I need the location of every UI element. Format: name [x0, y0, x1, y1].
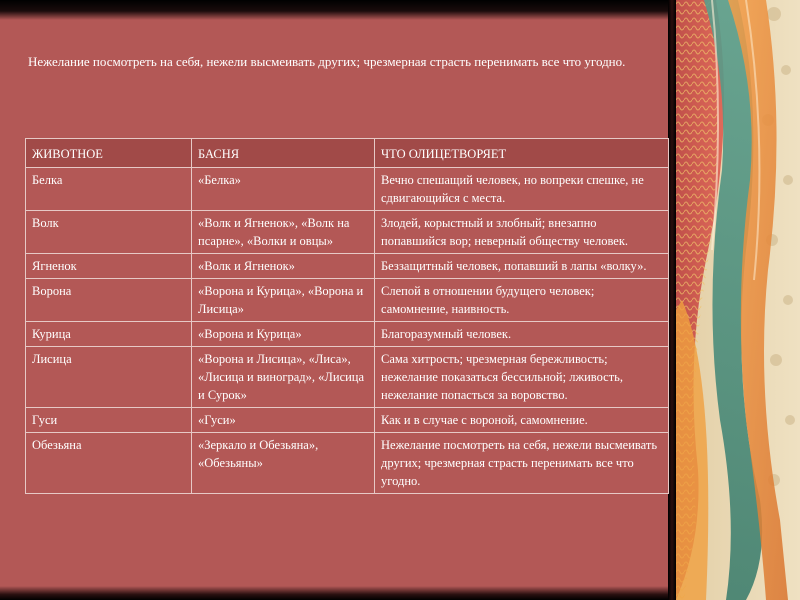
cell-animal: Белка [26, 168, 192, 211]
cell-fable: «Ворона и Лисица», «Лиса», «Лисица и виноград», «Лисица и Сурок» [192, 347, 375, 408]
fables-table [25, 138, 669, 494]
cell-fable: «Белка» [192, 168, 375, 211]
bottom-shadow-band [0, 586, 668, 600]
cell-meaning: Слепой в отношении будущего человек; самомнение, наивность. [375, 279, 669, 322]
cell-meaning: Нежелание посмотреть на себя, нежели высмеивать других; чрезмерная страсть перенимать все что угодно. [375, 433, 669, 494]
cell-meaning: Беззащитный человек, попавший в лапы «волку». [375, 254, 669, 279]
cell-fable: «Волк и Ягненок» [192, 254, 375, 279]
cell-animal: Гуси [26, 408, 192, 433]
cell-meaning: Благоразумный человек. [375, 322, 669, 347]
header-meaning: ЧТО ОЛИЦЕТВОРЯЕТ [375, 139, 669, 168]
cell-animal: Курица [26, 322, 192, 347]
table-row [26, 408, 669, 433]
cell-fable: «Ворона и Курица», «Ворона и Лисица» [192, 279, 375, 322]
decorative-drape-panel [676, 0, 800, 600]
cell-animal: Ворона [26, 279, 192, 322]
cell-meaning: Сама хитрость; чрезмерная бережливость; нежелание показаться бессильной; лживость, нежелание попасться за воровство. [375, 347, 669, 408]
cell-animal: Обезьяна [26, 433, 192, 494]
cell-fable: «Ворона и Курица» [192, 322, 375, 347]
table-row [26, 322, 669, 347]
slide-quote: Нежелание посмотреть на себя, нежели высмеивать других; чрезмерная страсть перенимать все что угодно. [28, 54, 626, 69]
top-shadow-band [0, 0, 668, 20]
table-row [26, 433, 669, 494]
cell-animal: Волк [26, 211, 192, 254]
table-row [26, 168, 669, 211]
table-row [26, 211, 669, 254]
cell-fable: «Волк и Ягненок», «Волк на псарне», «Волки и овцы» [192, 211, 375, 254]
slide-divider [668, 0, 676, 600]
header-animal: ЖИВОТНОЕ [26, 139, 192, 168]
cell-meaning: Вечно спешащий человек, но вопреки спешке, не сдвигающийся с места. [375, 168, 669, 211]
cell-animal: Лисица [26, 347, 192, 408]
table-row [26, 279, 669, 322]
cell-meaning: Как и в случае с вороной, самомнение. [375, 408, 669, 433]
table-row [26, 347, 669, 408]
table-row [26, 254, 669, 279]
drape-ornament-icon [676, 0, 800, 600]
cell-meaning: Злодей, корыстный и злобный; внезапно попавшийся вор; неверный обществу человек. [375, 211, 669, 254]
cell-fable: «Зеркало и Обезьяна», «Обезьяны» [192, 433, 375, 494]
table-header-row [26, 139, 669, 168]
cell-animal: Ягненок [26, 254, 192, 279]
cell-fable: «Гуси» [192, 408, 375, 433]
header-fable: БАСНЯ [192, 139, 375, 168]
